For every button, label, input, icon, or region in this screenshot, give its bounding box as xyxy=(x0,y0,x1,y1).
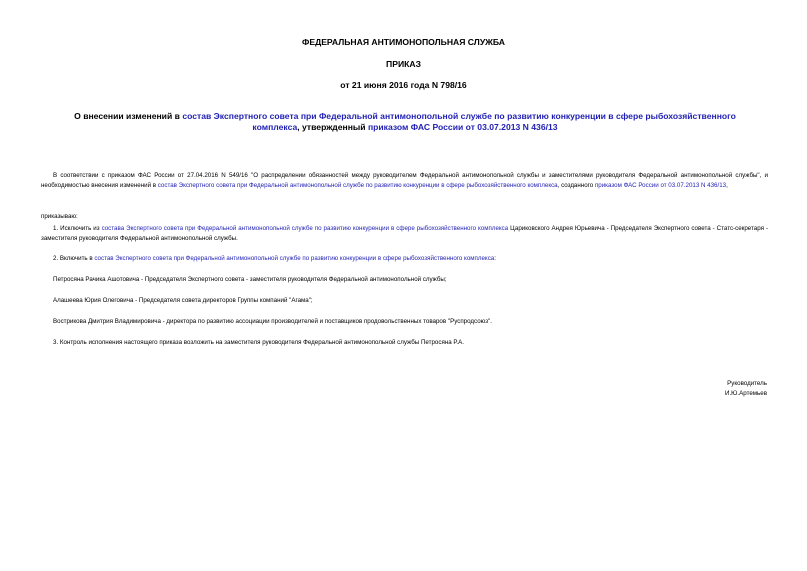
document-title xyxy=(55,111,755,133)
item-2-council-link[interactable]: состав Экспертного совета при Федеральной антимонопольной службе по развитию конкуренции в сфере рыбохозяйственного комплекса xyxy=(94,255,495,262)
document-type: ПРИКАЗ xyxy=(386,59,421,69)
item-2-paragraph xyxy=(41,254,768,264)
preamble-text-2: , созданного xyxy=(557,182,595,189)
preamble-text-3: , xyxy=(726,182,728,189)
signature-position: Руководитель xyxy=(727,380,767,387)
item-2-text-2: : xyxy=(494,255,496,262)
preamble-order-link[interactable]: приказом ФАС России от 03.07.2013 N 436/13 xyxy=(594,182,727,189)
preamble-paragraph xyxy=(41,171,768,191)
agency-name: ФЕДЕРАЛЬНАЯ АНТИМОНОПОЛЬНАЯ СЛУЖБА xyxy=(302,37,505,47)
member-item: Вострикова Дмитрия Владимировича - директора по развитию ассоциации производителей и поставщиков продовольственных товаров "Руспродсоюз". xyxy=(53,318,493,325)
preamble-text: В соответствии с приказом ФАС России от 27.04.2016 N 549/16 "О распределении обязанностей между руководителем Федеральной антимонопольной службы и заместителями руководителя Федеральной антимонопольной службы", и необходимостью внесения изменений в xyxy=(41,172,768,189)
item-1-text: 1. Исключить из xyxy=(53,225,102,232)
document-date-number: от 21 июня 2016 года N 798/16 xyxy=(340,80,467,90)
preamble-council-link[interactable]: состав Экспертного совета при Федеральной антимонопольной службе по развитию конкуренции в сфере рыбохозяйственного комплекса xyxy=(157,182,558,189)
item-3-paragraph: 3. Контроль исполнения настоящего приказа возложить на заместителя руководителя Федеральной антимонопольной службы Петросяна Р.А. xyxy=(53,339,464,346)
member-item: Алашеева Юрия Олеговича - Председателя совета директоров Группы компаний "Агама"; xyxy=(53,297,313,304)
member-item: Петросяна Рачика Ашотовича - Председателя Экспертного совета - заместителя руководителя Федеральной антимонопольной службы; xyxy=(53,276,447,283)
title-prefix: О внесении изменений в xyxy=(74,111,183,121)
title-order-link[interactable]: приказом ФАС России от 03.07.2013 N 436/13 xyxy=(367,122,558,132)
item-1-paragraph xyxy=(41,224,768,244)
item-1-text-2: Цариковского Андрея Юрьевича - Председателя Экспертного совета - Статс-секретаря - заместителя руководителя Федеральной антимонопольной службы. xyxy=(41,225,769,242)
signature-name: И.Ю.Артемьев xyxy=(725,390,767,397)
title-middle: , утвержденный xyxy=(297,122,368,132)
item-1-council-link[interactable]: состава Экспертного совета при Федеральной антимонопольной службе по развитию конкуренции в сфере рыбохозяйственного комплекса xyxy=(101,225,509,232)
item-2-text: 2. Включить в xyxy=(53,255,95,262)
order-word: приказываю: xyxy=(41,213,78,220)
title-council-composition-link[interactable]: состав Экспертного совета при Федеральной антимонопольной службе по развитию конкуренции в сфере рыбохозяйственного комплекса xyxy=(182,111,736,132)
